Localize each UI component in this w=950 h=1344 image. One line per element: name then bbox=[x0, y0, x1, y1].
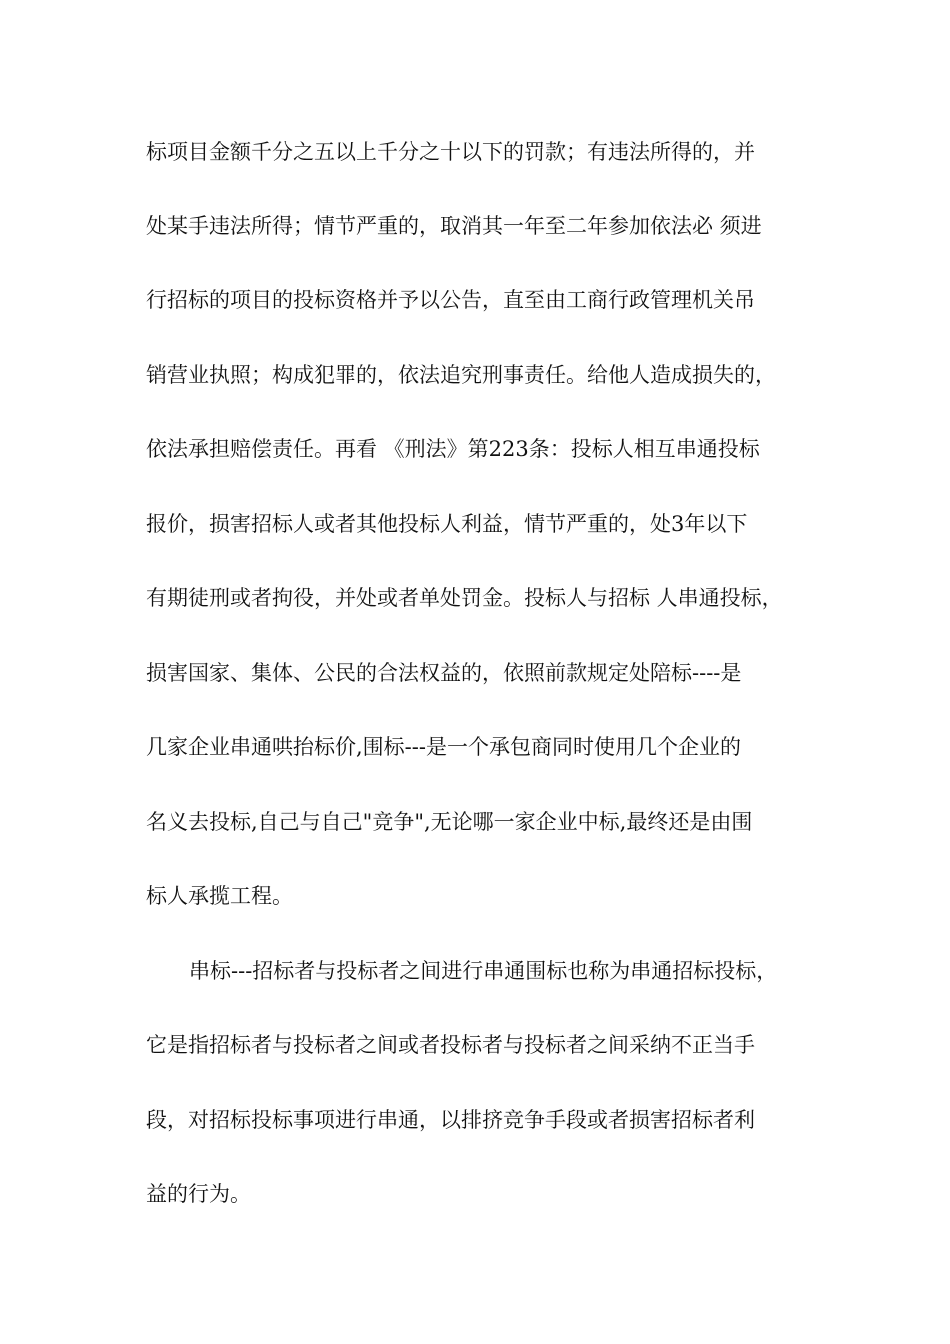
text-line-6: 报价，损害招标人或者其他投标人利益，情节严重的，处3年以下 bbox=[146, 512, 748, 536]
text-line-3: 行招标的项目的投标资格并予以公告，直至由工商行政管理机关吊 bbox=[146, 288, 755, 312]
text-line-15: 益的行为。 bbox=[146, 1182, 251, 1206]
text-line-7: 有期徒刑或者拘役，并处或者单处罚金。投标人与招标 人串通投标， bbox=[146, 586, 783, 610]
text-line-9: 几家企业串通哄抬标价,围标---是一个承包商同时使用几个企业的 bbox=[146, 735, 741, 759]
text-line-1: 标项目金额千分之五以上千分之十以下的罚款；有违法所得的，并 bbox=[146, 140, 755, 164]
text-line-8: 损害国家、集体、公民的合法权益的，依照前款规定处陪标----是 bbox=[146, 661, 742, 685]
text-line-13: 它是指招标者与投标者之间或者投标者与投标者之间采纳不正当手 bbox=[146, 1033, 755, 1057]
text-line-5: 依法承担赔偿责任。再看 《刑法》第223条：投标人相互串通投标 bbox=[146, 437, 760, 461]
text-line-12: 串标---招标者与投标者之间进行串通围标也称为串通招标投标， bbox=[189, 959, 778, 983]
text-line-11: 标人承揽工程。 bbox=[146, 884, 293, 908]
text-line-10: 名义去投标,自己与自己"竞争",无论哪一家企业中标,最终还是由围 bbox=[146, 810, 753, 834]
text-line-4: 销营业执照；构成犯罪的，依法追究刑事责任。给他人造成损失的， bbox=[146, 363, 776, 387]
text-line-2: 处某手违法所得；情节严重的，取消其一年至二年参加依法必 须进 bbox=[146, 214, 762, 238]
text-line-14: 段，对招标投标事项进行串通，以排挤竞争手段或者损害招标者利 bbox=[146, 1108, 755, 1132]
